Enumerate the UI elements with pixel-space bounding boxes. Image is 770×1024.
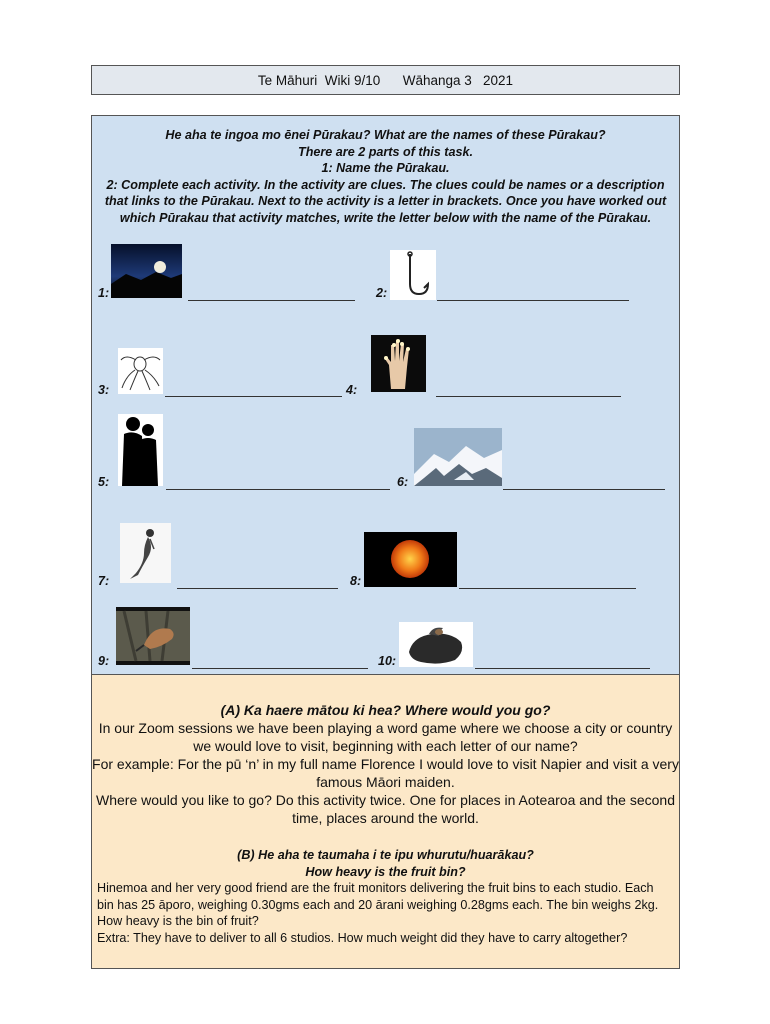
item-9-image-bird-on-tree	[116, 607, 190, 665]
activity-b-extra: Extra: They have to deliver to all 6 studios. How much weight did they have to carry altogether?	[97, 930, 628, 945]
item-7-answer-line[interactable]	[177, 588, 338, 589]
instructions-step-1: 1: Name the Pūrakau.	[321, 161, 450, 175]
instructions-parts: There are 2 parts of this task.	[298, 144, 473, 159]
item-1-label: 1:	[98, 286, 110, 300]
activity-a-instructions: Where would you like to go? Do this activity twice. One for places in Aotearoa and the second time, places around the world.	[96, 792, 675, 826]
item-1-image-moon	[111, 244, 182, 298]
item-10-answer-line[interactable]	[475, 668, 650, 669]
activity-b-title-english: How heavy is the fruit bin?	[305, 864, 466, 879]
item-9-label: 9:	[98, 654, 110, 668]
item-1-answer-line[interactable]	[188, 300, 355, 301]
worksheet-header	[91, 65, 680, 95]
item-9-answer-line[interactable]	[192, 668, 368, 669]
header-spacer	[380, 73, 403, 88]
instructions-step-2: 2: Complete each activity. In the activity are clues. The clues could be names or a description that links to the Pūrakau. Next to the activity is a letter in brackets. Once you have worked out which Pūrakau that activity matches, write the letter below with the name of the Pūrakau.	[104, 177, 667, 225]
item-6-image-snowy-mountains	[414, 428, 502, 486]
item-2-image-fish-hook	[390, 250, 436, 300]
instructions-question: He aha te ingoa mo ēnei Pūrakau? What are the names of these Pūrakau?	[165, 128, 606, 142]
item-3-answer-line[interactable]	[165, 396, 342, 397]
activity-b-title-maori: (B) He aha te taumaha i te ipu whurutu/huarākau?	[237, 848, 534, 862]
activity-b-heading	[92, 847, 679, 880]
activity-a-title: (A) Ka haere mātou ki hea? Where would you go?	[220, 702, 551, 718]
header-year: Wāhanga 3 2021	[402, 72, 514, 88]
item-4-answer-line[interactable]	[436, 396, 621, 397]
purakau-section	[91, 115, 680, 674]
item-5-image-silhouette-couple	[118, 414, 163, 486]
activity-b-body	[97, 880, 673, 946]
header-term: Te Māhuri Wiki 9/10	[257, 72, 381, 88]
activity-a-example: For example: For the pū ‘n’ in my full name Florence I would love to visit Napier and visit a very famous Māori maiden.	[92, 756, 679, 790]
item-4-label: 4:	[346, 383, 358, 397]
item-8-answer-line[interactable]	[459, 588, 636, 589]
activity-a-description: In our Zoom sessions we have been playing a word game where we choose a city or country we would love to visit, beginning with each letter of our name?	[98, 720, 673, 754]
item-3-image-octopus	[118, 348, 163, 394]
activity-b-problem: Hinemoa and her very good friend are the fruit monitors delivering the fruit bins to each studio. Each bin has 25 āporo, weighing 0.30gms each and 20 ārani weighing 0.28gms each. The bin weighs 2kg. How heavy is the bin of fruit?	[97, 881, 659, 928]
item-2-label: 2:	[376, 286, 388, 300]
activities-section	[91, 674, 680, 969]
item-7-label: 7:	[98, 574, 110, 588]
item-8-label: 8:	[350, 574, 362, 588]
item-10-image-dark-bird	[399, 622, 473, 667]
item-7-image-mermaid	[120, 523, 171, 583]
instructions	[102, 127, 669, 226]
item-6-label: 6:	[397, 475, 409, 489]
item-3-label: 3:	[98, 383, 110, 397]
item-5-answer-line[interactable]	[166, 489, 390, 490]
item-8-image-sun	[364, 532, 457, 587]
item-6-answer-line[interactable]	[503, 489, 665, 490]
item-5-label: 5:	[98, 475, 110, 489]
item-2-answer-line[interactable]	[437, 300, 629, 301]
item-10-label: 10:	[378, 654, 397, 668]
activity-a	[92, 701, 679, 827]
item-4-image-hand	[371, 335, 426, 392]
